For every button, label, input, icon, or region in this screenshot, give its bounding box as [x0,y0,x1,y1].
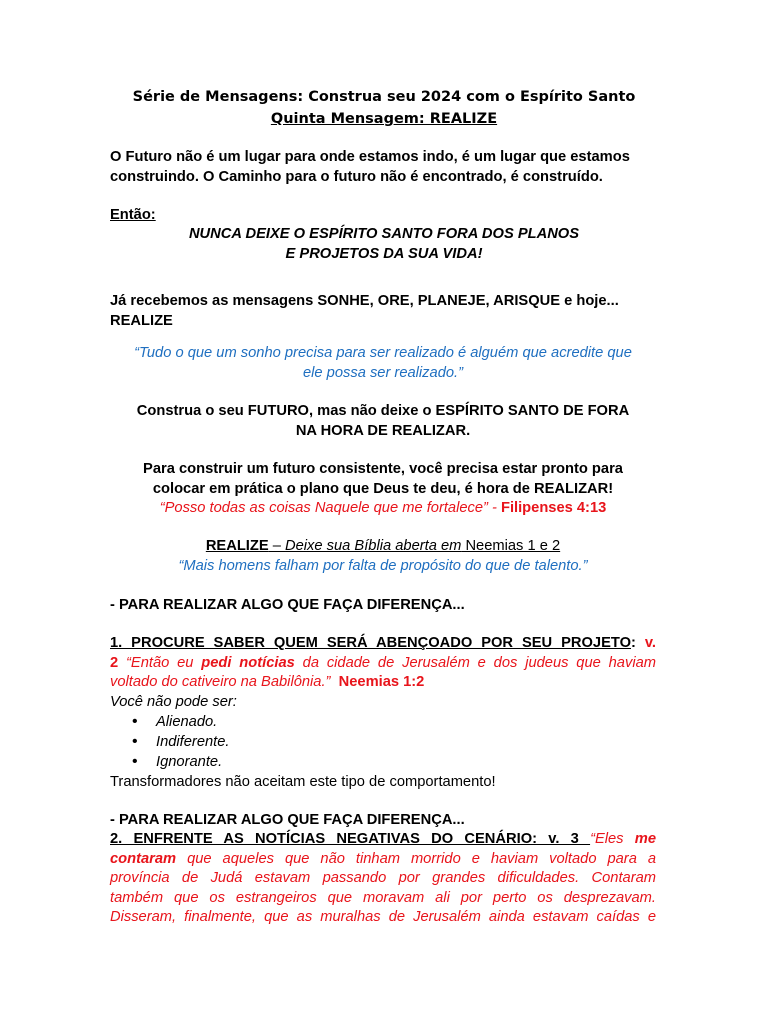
build-line-2: NA HORA DE REALIZAR. [295,422,471,439]
section1-verse-c: voltado do cativeiro na Babilônia.” [110,674,331,690]
realize-paragraph [110,537,656,576]
section1-verse-num-a: v. [644,635,656,651]
section2-line-2 [110,850,656,870]
transformers-closing: Transformadores não aceitam este tipo de comportamento! [110,774,496,790]
section1-intro: - PARA REALIZAR ALGO QUE FAÇA DIFERENÇA... [110,597,465,613]
behavior-list [110,712,230,772]
section2-me: me [634,831,656,847]
message-title-text: Quinta Mensagem: REALIZE [270,111,498,127]
recap-paragraph [110,292,656,331]
section2-line-3: província de Judá estavam passando por grandes dificuldades. Contaram [110,870,656,886]
talent-quote: “Mais homens falham por falta de propósito do que de talento.” [178,557,588,574]
realize-line [110,537,656,557]
section1-verse-bold: pedi notícias [201,654,295,671]
dream-quote-line-2: ele possa ser realizado.” [302,364,463,381]
nehemiah-1-2-ref: Neemias 1:2 [338,674,425,690]
section1-verse-b: da cidade de Jerusalém e dos judeus que haviam [294,654,656,671]
build-line-1: Construa o seu FUTURO, mas não deixe o ESPÍRITO SANTO DE FORA [136,403,630,419]
dream-quote-line-1: “Tudo o que um sonho precisa para ser realizado é alguém que acredite que [134,345,632,361]
entao-emph-line-2: E PROJETOS DA SUA VIDA! [285,245,483,262]
section2-heading: 2. ENFRENTE AS NOTÍCIAS NEGATIVAS DO CENÁRIO: v. 3 [110,831,591,847]
section1-heading-line [110,634,656,654]
consistent-line-1: Para construir um futuro consistente, você precisa estar pronto para [143,461,623,477]
list-item: • Indiferente. [110,732,230,752]
intro-line-1: O Futuro não é um lugar para onde estamos indo, é um lugar que estamos [110,149,630,165]
section1-heading: 1. PROCURE SABER QUEM SERÁ ABENÇOADO POR SEU PROJETO [110,635,631,651]
section2-line-4: também que os estrangeiros que moravam ali por perto os desprezavam. [110,889,656,906]
dream-quote [110,344,656,383]
entao-label: Então: [110,207,156,223]
list-item: • Alienado. [110,712,230,732]
realize-word: REALIZE [205,538,269,554]
section1-verse-line-2 [110,673,656,693]
section2-line-2-rest: que aqueles que não tinham morrido e haviam voltado para a [176,850,656,867]
realize-reference: Neemias 1 e 2 [461,538,561,554]
realize-line-underlined [206,538,560,554]
section2-line-5: Disseram, finalmente, que as muralhas de Jerusalém ainda estavam caídas e [110,909,656,925]
build-paragraph [110,402,656,441]
consistent-line-2: colocar em prática o plano que Deus te deu, é hora de REALIZAR! [152,480,614,497]
section1-verse-a: “Então eu [118,654,202,671]
entao-emphasis [110,225,658,264]
recap-line-1: Já recebemos as mensagens SONHE, ORE, PLANEJE, ARISQUE e hoje... [110,293,619,309]
cannot-be-label: Você não pode ser: [110,693,237,710]
section2-body [110,830,656,928]
philippians-ref: Filipenses 4:13 [500,500,607,516]
recap-line-2: REALIZE [110,312,173,329]
series-title: Série de Mensagens: Construa seu 2024 com o Espírito Santo [132,89,636,105]
section2-quote-open: “Eles [590,831,635,847]
message-title [0,109,768,129]
entao-emph-line-1: NUNCA DEIXE O ESPÍRITO SANTO FORA DOS PLANOS [188,226,580,242]
consistent-paragraph [110,460,656,519]
section2-intro: - PARA REALIZAR ALGO QUE FAÇA DIFERENÇA... [110,812,465,828]
section1-verse-num-b: 2 [110,654,119,671]
philippians-verse-text: “Posso todas as coisas Naquele que me fortalece” - [159,500,501,516]
philippians-verse [110,499,656,519]
intro-line-2: construindo. O Caminho para o futuro não é encontrado, é construído. [110,168,603,185]
section2-heading-line [110,830,656,850]
realize-instruction: Deixe sua Bíblia aberta em [285,538,462,554]
intro-paragraph [110,148,656,187]
section1-body [110,634,656,712]
realize-dash: – [268,538,286,554]
section1-colon: : [631,635,645,651]
section1-verse-line-1 [110,654,656,674]
list-item: • Ignorante. [110,752,230,772]
section2-contaram: contaram [110,850,177,867]
